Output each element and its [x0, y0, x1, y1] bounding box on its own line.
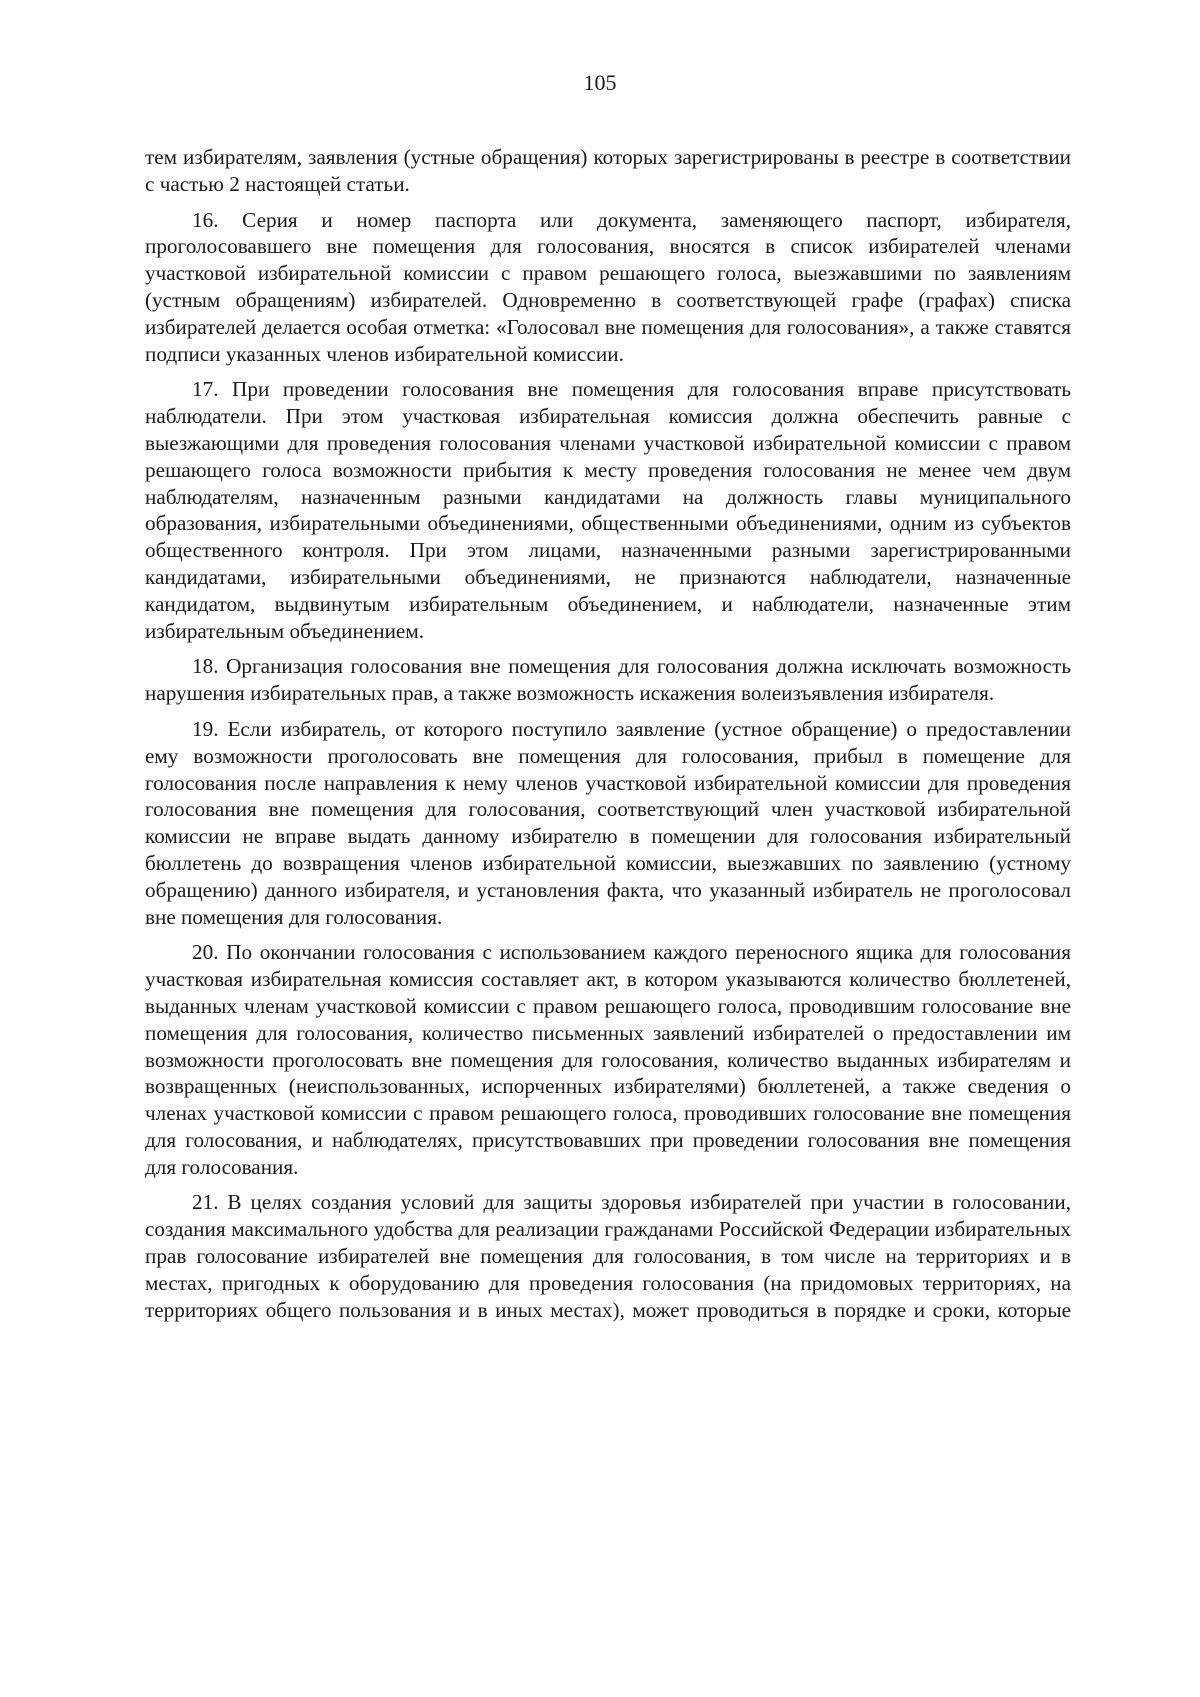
- paragraph-19: 19. Если избиратель, от которого поступило заявление (устное обращение) о предоставлении ему возможности проголосовать вне помещения для голосования, прибыл в помещение для голосования после направления к нему членов участковой избирательной комиссии для проведения голосования вне помещения для голосования, соответствующий член участковой избирательной комиссии не вправе выдать данному избирателю в помещении для голосования избирательный бюллетень до возвращения членов избирательной комиссии, выезжавших по заявлению (устному обращению) данного избирателя, и установления факта, что указанный избиратель не проголосовал вне помещения для голосования.: [145, 716, 1071, 929]
- paragraph-21: 21. В целях создания условий для защиты здоровья избирателей при участии в голосовании, создания максимального удобства для реализации гражданами Российской Федерации избирательных прав голосование избирателей вне помещения для голосования, в том числе на территориях и в местах, пригодных к оборудованию для проведения голосования (на придомовых территориях, на территориях общего пользования и в иных местах), может проводиться в порядке и сроки, которые: [145, 1190, 1071, 1322]
- page-number: 105: [583, 70, 617, 95]
- paragraph-18: 18. Организация голосования вне помещения для голосования должна исключать возможность нарушения избирательных прав, а также возможность искажения волеизъявления избирателя.: [145, 654, 1071, 706]
- document-body: [145, 144, 1071, 1332]
- paragraph-continuation: тем избирателям, заявления (устные обращения) которых зарегистрированы в реестре в соответствии с частью 2 настоящей статьи.: [145, 145, 1071, 196]
- paragraph-16: 16. Серия и номер паспорта или документа, заменяющего паспорт, избирателя, проголосовавшего вне помещения для голосования, вносятся в список избирателей членами участковой избирательной комиссии с правом решающего голоса, выезжавшими по заявлениям (устным обращениям) избирателей. Одновременно в соответствующей графе (графах) списка избирателей делается особая отметка: «Голосовал вне помещения для голосования», а также ставятся подписи указанных членов избирательной комиссии.: [145, 207, 1071, 366]
- paragraph-17: 17. При проведении голосования вне помещения для голосования вправе присутствовать наблюдатели. При этом участковая избирательная комиссия должна обеспечить равные с выезжающими для проведения голосования членами участковой избирательной комиссии с правом решающего голоса возможности прибытия к месту проведения голосования не менее чем двум наблюдателям, назначенным разными кандидатами на должность главы муниципального образования, избирательными объединениями, общественными объединениями, одним из субъектов общественного контроля. При этом лицами, назначенными разными зарегистрированными кандидатами, избирательными объединениями, не признаются наблюдатели, назначенные кандидатом, выдвинутым избирательным объединением, и наблюдатели, назначенные этим избирательным объединением.: [145, 377, 1071, 643]
- paragraph-20: 20. По окончании голосования с использованием каждого переносного ящика для голосования участковая избирательная комиссия составляет акт, в котором указываются количество бюллетеней, выданных членам участковой комиссии с правом решающего голоса, проводившим голосование вне помещения для голосования, количество письменных заявлений избирателей о предоставлении им возможности проголосовать вне помещения для голосования, количество выданных избирателям и возвращенных (неиспользованных, испорченных избирателями) бюллетеней, а также сведения о членах участковой комиссии с правом решающего голоса, проводивших голосование вне помещения для голосования, и наблюдателях, присутствовавших при проведении голосования вне помещения для голосования.: [145, 940, 1071, 1179]
